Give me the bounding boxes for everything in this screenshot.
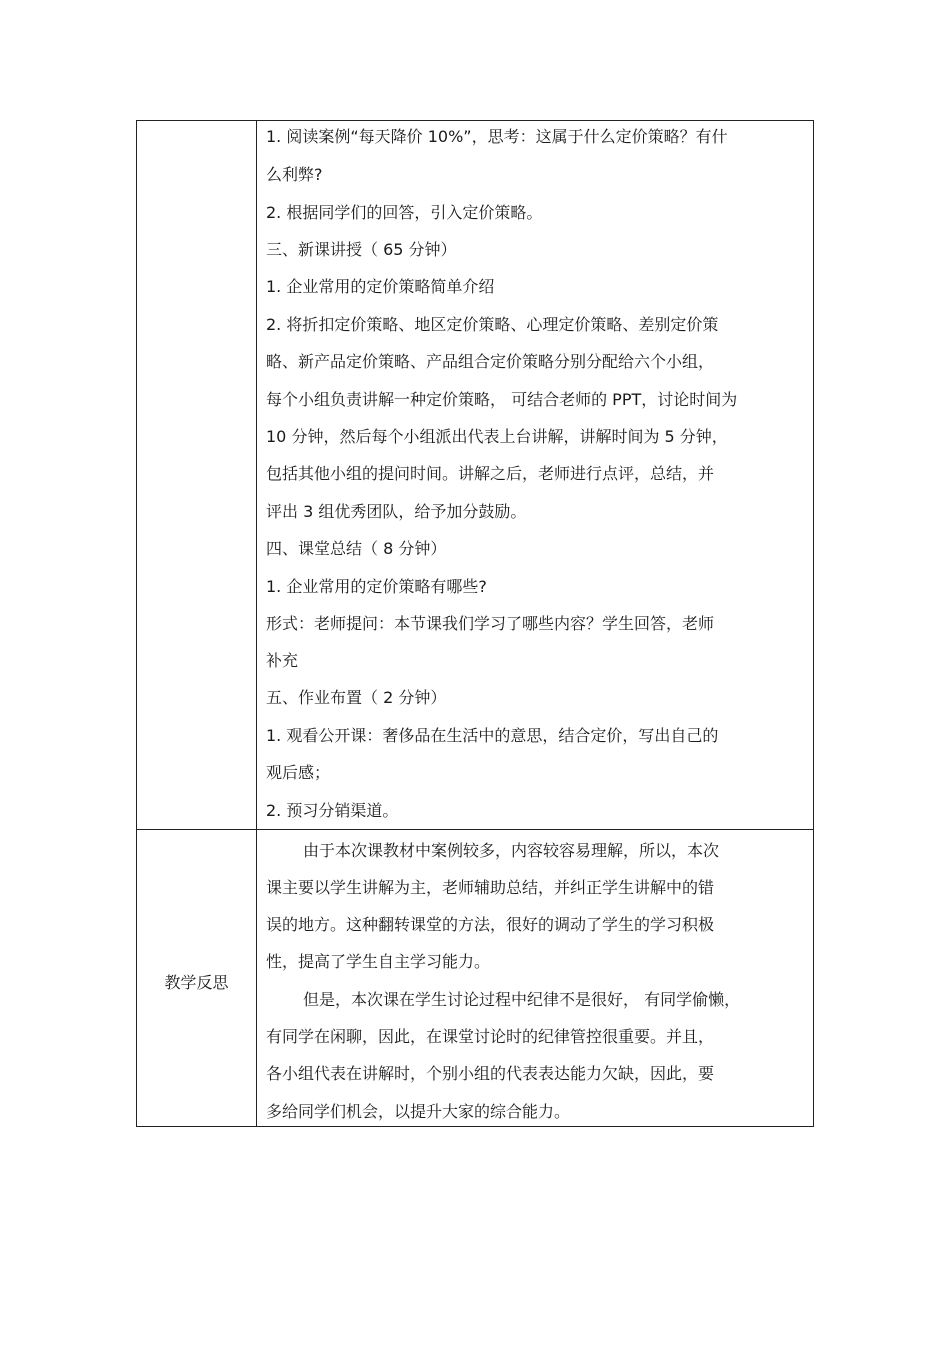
content-line: 略、新产品定价策略、产品组合定价策略分别分配给六个小组， [266, 352, 715, 371]
teaching-process-content-cell [257, 121, 813, 829]
section-heading: 五、作业布置（ 2 分钟） [266, 688, 447, 707]
content-line: 2. 预习分销渠道。 [266, 801, 399, 820]
section-heading: 三、新课讲授（ 65 分钟） [266, 240, 457, 259]
reflection-line: 多给同学们机会，以提升大家的综合能力。 [266, 1102, 571, 1121]
reflection-content-cell [257, 830, 813, 1126]
content-line: 2. 根据同学们的回答，引入定价策略。 [266, 203, 543, 222]
section-heading: 四、课堂总结（ 8 分钟） [266, 539, 447, 558]
content-line: 1. 观看公开课：奢侈品在生活中的意思，结合定价，写出自己的 [266, 726, 719, 745]
reflection-line: 各小组代表在讲解时，个别小组的代表表达能力欠缺，因此，要 [266, 1064, 715, 1083]
reflection-line: 有同学在闲聊，因此，在课堂讨论时的纪律管控很重要。并且， [266, 1027, 715, 1046]
content-line: 补充 [266, 651, 299, 670]
lesson-plan-table [136, 120, 814, 1127]
content-line: 10 分钟，然后每个小组派出代表上台讲解，讲解时间为 5 分钟， [266, 427, 728, 446]
content-line: 2. 将折扣定价策略、地区定价策略、心理定价策略、差别定价策 [266, 315, 719, 334]
reflection-line: 性，提高了学生自主学习能力。 [266, 952, 491, 971]
content-line: 评出 3 组优秀团队，给予加分鼓励。 [266, 502, 527, 521]
content-line: 包括其他小组的提问时间。讲解之后，老师进行点评，总结，并 [266, 464, 715, 483]
teaching-process-row [137, 121, 813, 829]
content-line: 观后感； [266, 763, 331, 782]
reflection-label-cell [137, 830, 257, 1126]
reflection-line: 误的地方。这种翻转课堂的方法，很好的调动了学生的学习积极 [266, 915, 715, 934]
reflection-line: 课主要以学生讲解为主，老师辅助总结，并纠正学生讲解中的错 [266, 878, 715, 897]
reflection-label: 教学反思 [164, 973, 229, 992]
reflection-row [137, 829, 813, 1126]
teaching-process-label-cell [137, 121, 257, 829]
content-line: 每个小组负责讲解一种定价策略， 可结合老师的 PPT，讨论时间为 [266, 390, 738, 409]
content-line: 1. 阅读案例“每天降价 10%”，思考：这属于什么定价策略？有什 [266, 127, 728, 146]
content-line: 1. 企业常用的定价策略简单介绍 [266, 277, 495, 296]
content-line: 形式：老师提问：本节课我们学习了哪些内容？学生回答，老师 [266, 614, 715, 633]
content-line: 么利弊? [266, 165, 323, 184]
content-line: 1. 企业常用的定价策略有哪些? [266, 577, 487, 596]
reflection-line: 由于本次课教材中案例较多，内容较容易理解，所以，本次 [303, 841, 720, 860]
reflection-line: 但是，本次课在学生讨论过程中纪律不是很好， 有同学偷懒， [303, 990, 741, 1009]
